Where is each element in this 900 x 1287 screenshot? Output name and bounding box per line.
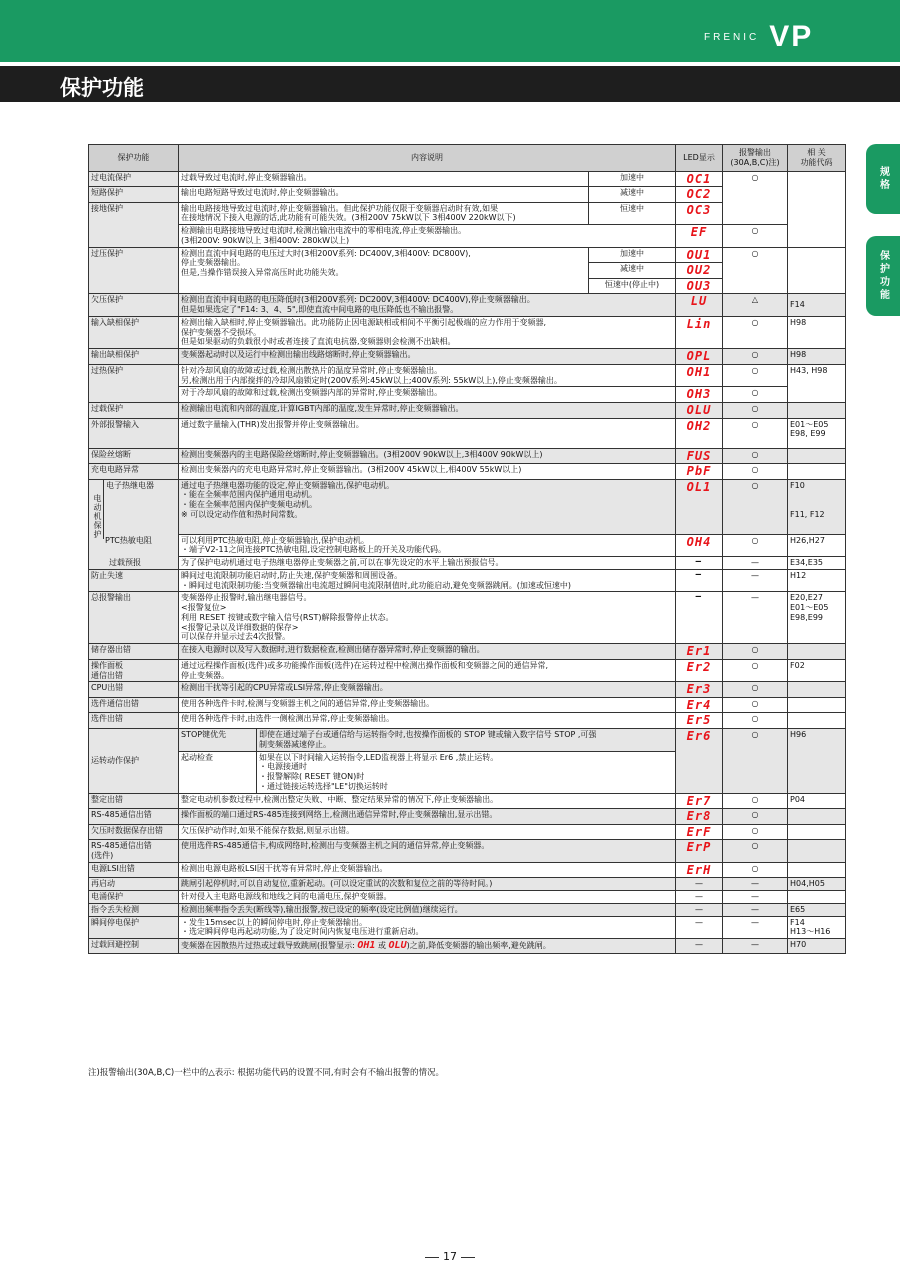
- desc-line: 如果在以下时间输入运转指令,LED监视器上将显示 Er6 ,禁止运转。: [259, 752, 499, 762]
- led-code: —: [676, 557, 723, 570]
- fn-cell: 欠压时数据保存出错: [89, 824, 179, 840]
- desc-cell: [179, 316, 676, 348]
- table-row: [89, 464, 846, 480]
- sub-cell: 恒速中: [589, 202, 676, 225]
- table-row: [89, 418, 846, 448]
- desc-cell: [179, 247, 589, 294]
- output-mark: ○: [723, 713, 788, 729]
- code-cell: E34,E35: [788, 557, 846, 570]
- table-row: [89, 479, 846, 534]
- table-row: [89, 682, 846, 698]
- motor-sub-label: 电子热继电器: [103, 480, 156, 539]
- output-mark: ○: [723, 840, 788, 863]
- er6-sub-label: STOP键优先: [179, 729, 257, 751]
- code-cell: [788, 464, 846, 480]
- desc-line: 利用 RESET 按键或数字输入信号(RST)解除报警停止状态。: [181, 612, 394, 622]
- led-code: —: [676, 903, 723, 916]
- desc-cell: [179, 751, 676, 793]
- code-cell: [788, 418, 846, 448]
- led-code: FUS: [676, 448, 723, 464]
- led-code: —: [676, 878, 723, 891]
- desc-line: 通过远程操作面板(选件)或多功能操作面板(选件)在运转过程中检测出操作面板和变频器之间的通信异常,: [181, 660, 549, 670]
- desc-cell: 通过数字量输入(THR)发出报警并停止变频器输出。: [179, 418, 676, 448]
- desc-line: ・端子V2-11之间连接PTC热敏电阻,设定控制电路板上的开关及功能代码。: [181, 545, 446, 555]
- output-mark: ○: [723, 387, 788, 403]
- output-mark: —: [723, 569, 788, 592]
- led-code: OC3: [676, 202, 723, 225]
- led-code: Lin: [676, 316, 723, 348]
- output-mark: ○: [723, 316, 788, 348]
- table-row: [89, 171, 846, 187]
- output-mark: ○: [723, 824, 788, 840]
- code-cell: P04: [788, 793, 846, 809]
- led-code: Er1: [676, 644, 723, 660]
- header-code: 相 关 功能代码: [788, 145, 846, 172]
- desc-cell: 输出电路短路导致过电流时,停止变频器输出。: [179, 187, 589, 203]
- output-mark: ○: [723, 697, 788, 713]
- desc-line: 可以利用PTC热敏电阻,停止变频器输出,保护电动机。: [181, 535, 369, 545]
- er6-sub-label: 起动检查: [179, 752, 257, 793]
- code-cell: [788, 448, 846, 464]
- desc-cell: 整定电动机参数过程中,检测出整定失败、中断、整定结果异常的情况下,停止变频器输出。: [179, 793, 676, 809]
- desc-cell: [179, 659, 676, 682]
- led-code: OC2: [676, 187, 723, 203]
- led-code: Er4: [676, 697, 723, 713]
- code-cell: [788, 697, 846, 713]
- table-row: [89, 939, 846, 954]
- desc-line: (3相200V: 90kW以上 3相400V: 280kW以上): [181, 235, 350, 245]
- desc-line: ・报警解除( RESET 键ON)时: [259, 772, 365, 782]
- desc-cell: [179, 202, 589, 225]
- fn-cell: RS-485通信出错 (选件): [89, 840, 179, 863]
- code-cell: [788, 809, 846, 825]
- table-row: [89, 294, 846, 317]
- led-code: OH2: [676, 418, 723, 448]
- desc-line: 即使在通过端子台或通信给与运转指令时,也按操作面板的 STOP 键或输入数字信号 STOP ,可强: [259, 730, 597, 740]
- led-code: Er3: [676, 682, 723, 698]
- fn-cell: 过热保护: [89, 364, 179, 402]
- led-code: Er7: [676, 793, 723, 809]
- inline-led: OH1: [357, 940, 376, 952]
- fn-cell: 再启动: [89, 878, 179, 891]
- table-row: [89, 349, 846, 365]
- desc-line: 检测出输入缺相时,停止变频器输出。此功能防止因电源缺相或相间不平衡引起极端的应力作用于变频器,: [181, 317, 547, 327]
- fn-cell: 欠压保护: [89, 294, 179, 317]
- led-code: ErP: [676, 840, 723, 863]
- output-mark: ○: [723, 349, 788, 365]
- fn-cell: 过载保护: [89, 402, 179, 418]
- desc-cell: 检测输出电流和内部的温度,计算IGBT内部的温度,发生异常时,停止变频器输出。: [179, 402, 676, 418]
- code-line: E20,E27: [790, 593, 824, 603]
- code-cell: E65: [788, 903, 846, 916]
- desc-cell: 检测出频率指令丢失(断线等),输出报警,按已设定的频率(设定比例值)继续运行。: [179, 903, 676, 916]
- side-tab-protection[interactable]: 保护功能: [866, 236, 900, 316]
- desc-line: 检测出直流中间电路的电压过大时(3相200V系列: DC400V,3相400V: DC800V),: [181, 248, 471, 258]
- led-code: OL1: [676, 479, 723, 534]
- desc-cell: 检测出变频器内的充电电路异常时,停止变频器输出。(3相200V 45kW以上,相400V 55kW以上): [179, 464, 676, 480]
- fn-cell: CPU出错: [89, 682, 179, 698]
- sub-cell: 恒速中(停止中): [589, 278, 676, 294]
- output-mark: ○: [723, 448, 788, 464]
- desc-cell: 变频器起动时以及运行中检测出输出线路熔断时,停止变频器输出。: [179, 349, 676, 365]
- output-mark: ○: [723, 479, 788, 534]
- brand-name: FRENIC: [704, 31, 760, 43]
- desc-line: 停止变频器。: [181, 670, 229, 680]
- motor-protection-group: [89, 479, 179, 569]
- desc-line: ・能在全频率范围内保护变频电动机。: [181, 500, 317, 510]
- code-cell: [788, 592, 846, 644]
- code-cell: H98: [788, 349, 846, 365]
- desc-cell: [179, 939, 676, 954]
- code-cell: [788, 682, 846, 698]
- code-cell: H96: [788, 729, 846, 794]
- led-code: OH4: [676, 534, 723, 557]
- led-code: —: [676, 592, 723, 644]
- output-mark: —: [723, 891, 788, 904]
- code-cell: [788, 247, 846, 294]
- desc-cell: 跳闸引起停机时,可以自动复位,重新起动。(可以设定重试的次数和复位之前的等待时间。): [179, 878, 676, 891]
- led-code: Er8: [676, 809, 723, 825]
- led-code: Er2: [676, 659, 723, 682]
- desc-cell: [179, 592, 676, 644]
- table-row: [89, 903, 846, 916]
- desc-cell: 过载导致过电流时,停止变频器输出。: [179, 171, 589, 187]
- fn-cell: 过载回避控制: [89, 939, 179, 954]
- output-mark: —: [723, 903, 788, 916]
- desc-line: ・电源接通时: [259, 762, 307, 772]
- desc-part: 变频器在因散热片过热或过载导致跳闸(报警显示:: [181, 941, 355, 951]
- code-cell: H70: [788, 939, 846, 954]
- output-mark: ○: [723, 225, 788, 248]
- table-row: [89, 225, 846, 248]
- fn-cell: 电源LSI出错: [89, 862, 179, 878]
- desc-line: 为了保护电动机通过电子热继电器停止变频器之前,可以在事先设定的水平上输出预报信号。: [181, 558, 504, 568]
- output-mark: —: [723, 878, 788, 891]
- output-mark: ○: [723, 793, 788, 809]
- inline-led: OLU: [388, 940, 407, 952]
- desc-cell: [105, 534, 676, 557]
- output-mark: ○: [723, 364, 788, 387]
- table-row: [89, 809, 846, 825]
- motor-sub-label: PTC热敏电阻: [105, 535, 152, 545]
- led-code: ErH: [676, 862, 723, 878]
- code-cell: [788, 916, 846, 939]
- output-mark: —: [723, 916, 788, 939]
- led-code: ErF: [676, 824, 723, 840]
- led-code: OU3: [676, 278, 723, 294]
- code-cell: [788, 862, 846, 878]
- table-row: [89, 644, 846, 660]
- fn-cell: 输出缺相保护: [89, 349, 179, 365]
- code-line: F14: [790, 917, 805, 927]
- desc-part: )之前,降低变频器的输出频率,避免跳闸。: [406, 941, 551, 951]
- table-row: [89, 387, 846, 403]
- output-mark: ○: [723, 682, 788, 698]
- code-cell: [788, 479, 846, 534]
- table-row: [89, 534, 846, 557]
- code-line: E98, E99: [790, 429, 826, 439]
- desc-cell: 检测出变频器内的主电路保险丝熔断时,停止变频器输出。(3相200V 90kW以上,3相400V 90kW以上): [179, 448, 676, 464]
- table-row: [89, 569, 846, 592]
- fn-cell: 储存器出错: [89, 644, 179, 660]
- fn-cell: 过电流保护: [89, 171, 179, 187]
- output-mark: ○: [723, 729, 788, 794]
- fn-cell: 接地保护: [89, 202, 179, 247]
- fn-cell: 充电电路异常: [89, 464, 179, 480]
- desc-cell: [179, 569, 676, 592]
- fn-cell: 运转动作保护: [89, 729, 179, 794]
- fn-cell: 防止失速: [89, 569, 179, 592]
- top-banner: [0, 0, 900, 62]
- output-mark: ○: [723, 809, 788, 825]
- desc-line: ・选定瞬间停电再起动功能,为了设定时间内恢复电压进行重新启动。: [181, 927, 424, 937]
- output-mark: ○: [723, 418, 788, 448]
- desc-line: 停止变频器输出。: [181, 258, 245, 268]
- desc-line: 但是,当操作错误接入异常高压时此功能失效。: [181, 268, 344, 278]
- fn-cell: 选件通信出错: [89, 697, 179, 713]
- code-cell: [788, 402, 846, 418]
- desc-line: ・瞬间过电流限制功能:当变频器输出电流超过瞬间电流限制值时,此功能启动,避免变频器跳闸。(加速或恒速中): [181, 580, 572, 590]
- table-row: [89, 793, 846, 809]
- table-row: [89, 557, 846, 570]
- code-cell: [788, 713, 846, 729]
- led-code: OPL: [676, 349, 723, 365]
- desc-cell: 检测出干扰等引起的CPU异常或LSI异常,停止变频器输出。: [179, 682, 676, 698]
- brand-logo: [704, 20, 813, 54]
- code-line: E01～E05: [790, 419, 829, 429]
- desc-part: 或: [377, 941, 386, 951]
- desc-cell: 使用各种选件卡时,检测与变频器主机之间的通信异常,停止变频器输出。: [179, 697, 676, 713]
- header-led: LED显示: [676, 145, 723, 172]
- code-line: F11, F12: [790, 509, 825, 519]
- fn-cell: 总报警输出: [89, 592, 179, 644]
- desc-cell: 在接入电源时以及写入数据时,进行数据检查,检测出储存器异常时,停止变频器的输出。: [179, 644, 676, 660]
- code-cell: [788, 171, 846, 247]
- code-line: E98,E99: [790, 612, 824, 622]
- led-code: OC1: [676, 171, 723, 187]
- table-row: [89, 448, 846, 464]
- table-row: [89, 402, 846, 418]
- code-cell: [788, 891, 846, 904]
- code-cell: [788, 824, 846, 840]
- led-code: —: [676, 891, 723, 904]
- led-code: OU1: [676, 247, 723, 263]
- fn-cell: 保险丝熔断: [89, 448, 179, 464]
- desc-line: 但是如果选定了"F14: 3、4、5",即使直流中间电路的电压降低也不输出报警。: [181, 305, 459, 315]
- led-code: —: [676, 569, 723, 592]
- desc-line: ※ 可以设定动作值和热时间常数。: [181, 509, 303, 519]
- desc-line: <报警记录以及详细数据的保存>: [181, 622, 299, 632]
- output-mark: —: [723, 557, 788, 570]
- output-mark: —: [723, 592, 788, 644]
- output-mark: ○: [723, 171, 788, 225]
- led-code: OLU: [676, 402, 723, 418]
- led-code: Er6: [676, 729, 723, 794]
- led-code: LU: [676, 294, 723, 317]
- code-cell: H26,H27: [788, 534, 846, 557]
- fn-cell: 电涌保护: [89, 891, 179, 904]
- output-mark: ○: [723, 247, 788, 294]
- output-mark: ○: [723, 464, 788, 480]
- sub-cell: 减速中: [589, 187, 676, 203]
- desc-cell: [109, 557, 676, 570]
- led-code: OH3: [676, 387, 723, 403]
- led-code: —: [676, 916, 723, 939]
- table-row: [89, 729, 846, 752]
- table-row: [89, 659, 846, 682]
- table-row: [89, 891, 846, 904]
- output-mark: ○: [723, 534, 788, 557]
- output-mark: —: [723, 939, 788, 954]
- desc-line: ・能在全频率范围内保护通用电动机。: [181, 490, 317, 500]
- table-row: [89, 878, 846, 891]
- code-cell: F02: [788, 659, 846, 682]
- desc-cell: 针对侵入主电路电源线和地线之间的电涌电压,保护变频器。: [179, 891, 676, 904]
- desc-cell: 操作面板的端口通过RS-485连接到网络上,检测出通信异常时,停止变频器输出,显示出错。: [179, 809, 676, 825]
- code-cell: [788, 840, 846, 863]
- desc-line: 通过电子热继电器功能的设定,停止变频器输出,保护电动机。: [181, 480, 395, 490]
- code-cell: F14: [788, 294, 846, 317]
- header-description: 内容说明: [179, 145, 676, 172]
- fn-cell: 瞬间停电保护: [89, 916, 179, 939]
- fn-cell: 输入缺相保护: [89, 316, 179, 348]
- desc-line: 输出电路接地导致过电流时,停止变频器输出。但此保护功能仅限于变频器启动时有效,如果: [181, 203, 499, 213]
- desc-cell: [179, 364, 676, 387]
- code-line: H13～H16: [790, 927, 831, 937]
- output-mark: ○: [723, 402, 788, 418]
- desc-line: 制变频器减速停止。: [259, 739, 331, 749]
- page-number: 17: [0, 1250, 900, 1263]
- fn-cell: 短路保护: [89, 187, 179, 203]
- led-code: —: [676, 939, 723, 954]
- motor-sub-label: 过载预报: [109, 558, 141, 568]
- output-mark: ○: [723, 659, 788, 682]
- table-row: [89, 862, 846, 878]
- desc-cell: [179, 294, 676, 317]
- table-row: [89, 247, 846, 263]
- desc-line: 但是如果驱动的负载很小时或者连接了直流电抗器,变频器则会检测不出缺相。: [181, 337, 456, 347]
- fn-cell: 外部报警输入: [89, 418, 179, 448]
- desc-line: <报警复位>: [181, 603, 227, 613]
- motor-group-label: 电动机保护: [93, 493, 102, 539]
- sub-cell: 加速中: [589, 171, 676, 187]
- desc-line: ・发生15msec以上的瞬间停电时,停止变频器输出。: [181, 917, 368, 927]
- footnote: 注)报警输出(30A,B,C)一栏中的△表示: 根据功能代码的设置不同,有时会有不输出报警的情况。: [88, 1068, 445, 1078]
- fn-cell: 过压保护: [89, 247, 179, 294]
- fn-cell: 选件出错: [89, 713, 179, 729]
- desc-cell: [179, 225, 676, 248]
- desc-cell: [179, 729, 676, 752]
- output-mark: ○: [723, 862, 788, 878]
- code-cell: [788, 644, 846, 660]
- desc-line: ・通过链接运转选择"LE"切换运转时: [259, 781, 388, 791]
- output-mark: △: [723, 294, 788, 317]
- table-row: [89, 592, 846, 644]
- desc-cell: [179, 479, 676, 534]
- desc-line: 另,检测出用于内部搅拌的冷却风扇锁定时(200V系列:45kW以上;400V系列: 55kW以上),停止变频器输出。: [181, 375, 562, 385]
- header-output: 报警输出 (30A,B,C)注): [723, 145, 788, 172]
- desc-cell: [179, 916, 676, 939]
- code-cell: H04,H05: [788, 878, 846, 891]
- desc-line: 在接地情况下接入电源的话,此功能有可能失效。(3相200V 75kW以下 3相400V 220kW以下): [181, 213, 516, 223]
- side-tab-spec[interactable]: 规格: [866, 144, 900, 214]
- led-code: PbF: [676, 464, 723, 480]
- desc-line: 检测出直流中间电路的电压降低时(3相200V系列: DC200V,3相400V: DC400V),停止变频器输出。: [181, 295, 535, 305]
- fn-cell: RS-485通信出错: [89, 809, 179, 825]
- code-line: E01～E05: [790, 603, 829, 613]
- desc-cell: 对于冷却风扇的故障和过载,检测出变频器内部的异常时,停止变频器输出。: [179, 387, 676, 403]
- title-bar: [0, 66, 900, 102]
- desc-cell: 欠压保护动作时,如果不能保存数据,则显示出错。: [179, 824, 676, 840]
- led-code: OU2: [676, 263, 723, 279]
- output-mark: ○: [723, 644, 788, 660]
- table-row: [89, 697, 846, 713]
- page-title: 保护功能: [60, 76, 144, 100]
- desc-line: 可以保存并显示过去4次报警。: [181, 632, 291, 642]
- code-cell: H43, H98: [788, 364, 846, 402]
- table-row: [89, 713, 846, 729]
- code-cell: H98: [788, 316, 846, 348]
- led-code: EF: [676, 225, 723, 248]
- header-function: 保护功能: [89, 145, 179, 172]
- desc-line: 针对冷却风扇的故障或过载,检测出散热片的温度异常时,停止变频器输出。: [181, 365, 443, 375]
- table-row: [89, 364, 846, 387]
- code-line: F10: [790, 480, 805, 490]
- desc-cell: 使用选件RS-485通信卡,构成网络时,检测出与变频器主机之间的通信异常,停止变频器。: [179, 840, 676, 863]
- desc-cell: 检测出电源电路板LSI因干扰等有异常时,停止变频器输出。: [179, 862, 676, 878]
- desc-line: 瞬间过电流限制功能启动时,防止失速,保护变频器和周围设备。: [181, 570, 403, 580]
- brand-model: VP: [769, 20, 814, 53]
- table-header: [89, 145, 846, 172]
- desc-cell: 使用各种选件卡时,由选件一侧检测出异常,停止变频器输出。: [179, 713, 676, 729]
- led-code: Er5: [676, 713, 723, 729]
- sub-cell: 加速中: [589, 247, 676, 263]
- desc-line: 保护变频器不受损坏。: [181, 327, 261, 337]
- table-row: [89, 840, 846, 863]
- desc-line: 变频器停止报警时,输出继电器信号。: [181, 593, 312, 603]
- desc-line: 检测输出电路接地导致过电流时,检测出输出电流中的零相电流,停止变频器输出。: [181, 226, 467, 236]
- sub-cell: 减速中: [589, 263, 676, 279]
- table-row: [89, 824, 846, 840]
- led-code: OH1: [676, 364, 723, 387]
- code-cell: H12: [788, 569, 846, 592]
- fn-cell: 整定出错: [89, 793, 179, 809]
- protection-table: [88, 144, 846, 954]
- fn-cell: 操作面板 通信出错: [89, 659, 179, 682]
- table-row: [89, 316, 846, 348]
- table-row: [89, 916, 846, 939]
- fn-cell: 指令丢失检测: [89, 903, 179, 916]
